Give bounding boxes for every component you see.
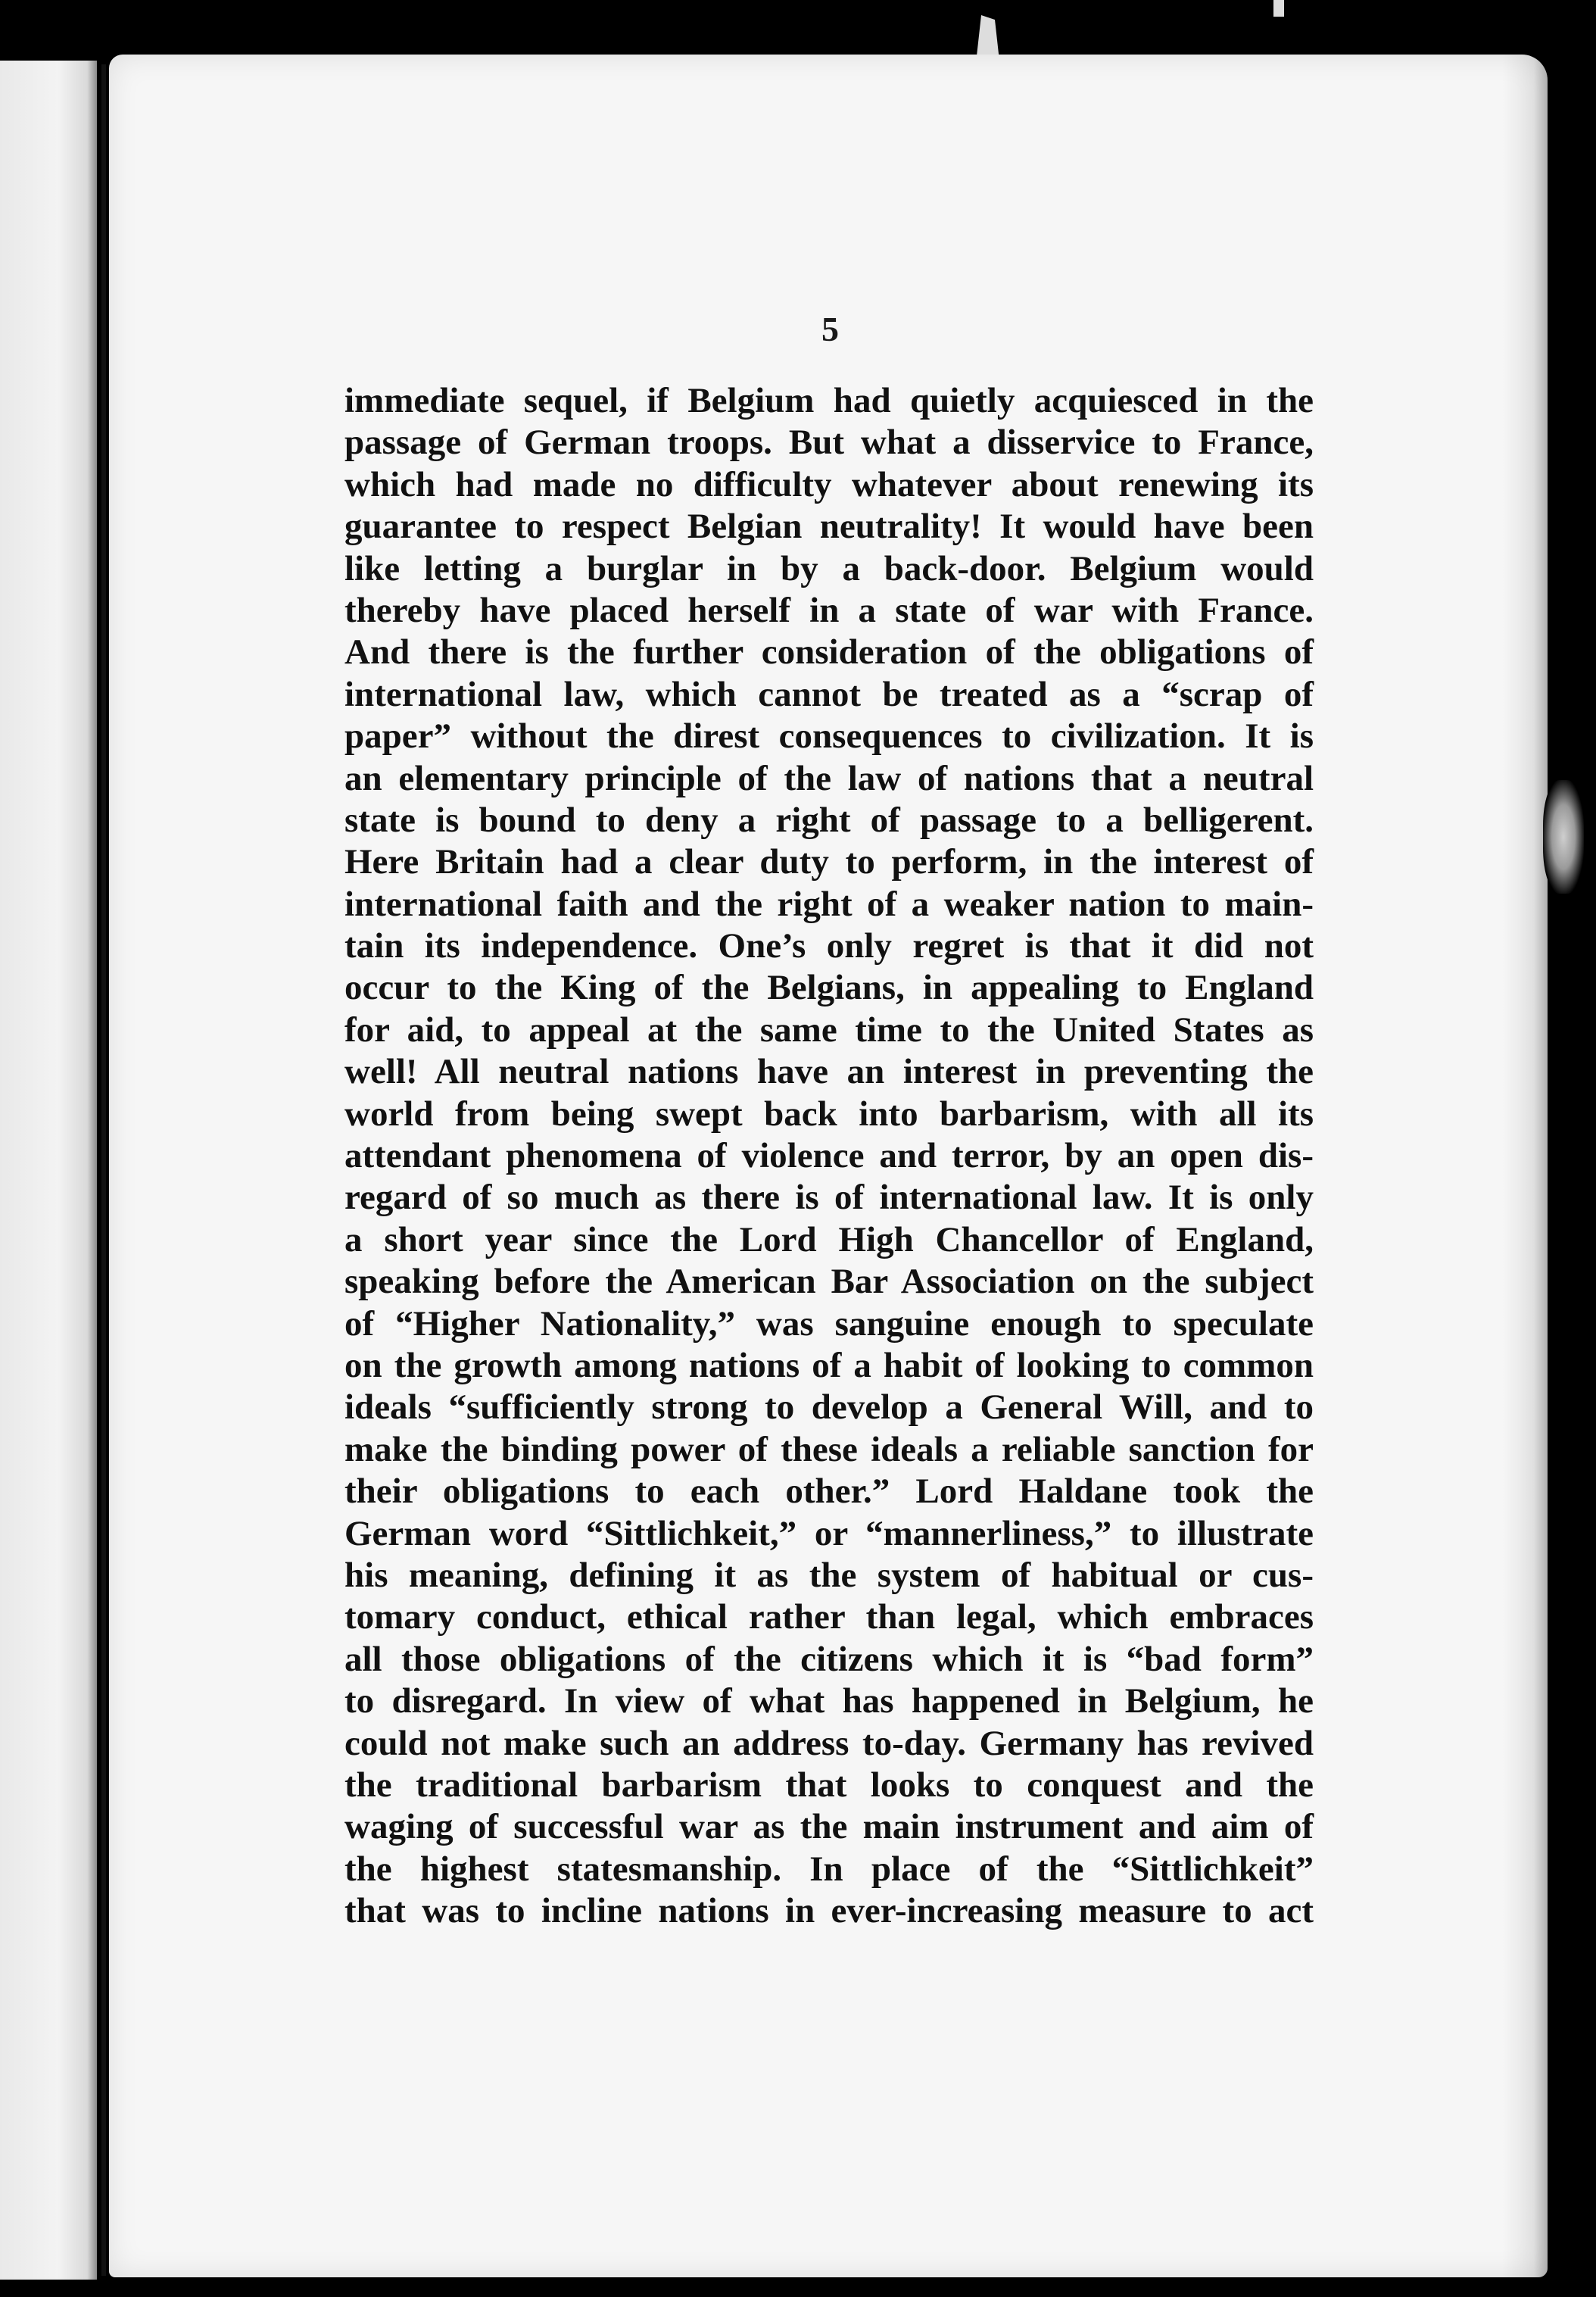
- text-line: on the growth among nations of a habit of looking to common: [344, 1345, 1314, 1385]
- text-line: an elementary principle of the law of nations that a neutral: [344, 758, 1314, 798]
- scan-artifact-side: [1543, 780, 1584, 894]
- text-line: thereby have placed herself in a state of war with France.: [344, 590, 1314, 630]
- text-line: for aid, to appeal at the same time to the United States as: [344, 1010, 1314, 1050]
- text-line: And there is the further consideration of the obligations of: [344, 632, 1314, 673]
- text-line: well! All neutral nations have an interest in preventing the: [344, 1052, 1314, 1092]
- text-line: international law, which cannot be treated as a “scrap of: [344, 674, 1314, 714]
- text-line: immediate sequel, if Belgium had quietly acquiesced in the: [344, 381, 1314, 420]
- text-line: Here Britain had a clear duty to perform, in the interest of: [344, 842, 1314, 882]
- text-line: German word “Sittlichkeit,” or “mannerliness,” to illustrate: [344, 1513, 1314, 1553]
- page-number: 5: [821, 310, 839, 348]
- text-line: regard of so much as there is of international law. It is only: [344, 1178, 1314, 1218]
- text-line: which had made no difficulty whatever about renewing its: [344, 464, 1314, 504]
- previous-page-edge: [0, 61, 97, 2280]
- text-line: guarantee to respect Belgian neutrality! It would have been: [344, 507, 1314, 547]
- text-line: tain its independence. One’s only regret is that it did not: [344, 926, 1314, 966]
- text-line: their obligations to each other.” Lord Haldane took the: [344, 1472, 1314, 1512]
- text-line: his meaning, defining it as the system of habitual or cus-: [344, 1555, 1314, 1595]
- text-line: passage of German troops. But what a disservice to France,: [344, 423, 1314, 463]
- text-line: make the binding power of these ideals a reliable sanction for: [344, 1429, 1314, 1469]
- scan-artifact-corner: [1273, 0, 1284, 17]
- text-line: to disregard. In view of what has happened in Belgium, he: [344, 1681, 1314, 1721]
- text-line: the highest statesmanship. In place of the “Sittlichkeit”: [344, 1849, 1314, 1889]
- binding-shadow: [101, 64, 106, 2276]
- text-line: all those obligations of the citizens which it is “bad form”: [344, 1639, 1314, 1679]
- text-line: international faith and the right of a weaker nation to main-: [344, 884, 1314, 924]
- text-line: ideals “sufficiently strong to develop a General Will, and to: [344, 1387, 1314, 1428]
- text-line: waging of successful war as the main instrument and aim of: [344, 1807, 1314, 1847]
- text-line: occur to the King of the Belgians, in appealing to England: [344, 968, 1314, 1008]
- text-line: that was to incline nations in ever-increasing measure to act: [344, 1891, 1314, 1931]
- text-line: like letting a burglar in by a back-door. Belgium would: [344, 548, 1314, 588]
- text-line: speaking before the American Bar Association on the subject: [344, 1262, 1314, 1302]
- text-line: attendant phenomena of violence and terror, by an open dis-: [344, 1136, 1314, 1176]
- text-line: a short year since the Lord High Chancellor of England,: [344, 1219, 1314, 1259]
- text-line: of “Higher Nationality,” was sanguine enough to speculate: [344, 1303, 1314, 1344]
- text-line: world from being swept back into barbarism, with all its: [344, 1094, 1314, 1134]
- text-line: could not make such an address to-day. Germany has revived: [344, 1723, 1314, 1763]
- body-text: [344, 380, 1314, 1932]
- text-line: the traditional barbarism that looks to conquest and the: [344, 1765, 1314, 1805]
- text-line: paper” without the direst consequences to civilization. It is: [344, 716, 1314, 757]
- text-line: state is bound to deny a right of passage to a belligerent.: [344, 800, 1314, 840]
- text-line: tomary conduct, ethical rather than legal, which embraces: [344, 1597, 1314, 1637]
